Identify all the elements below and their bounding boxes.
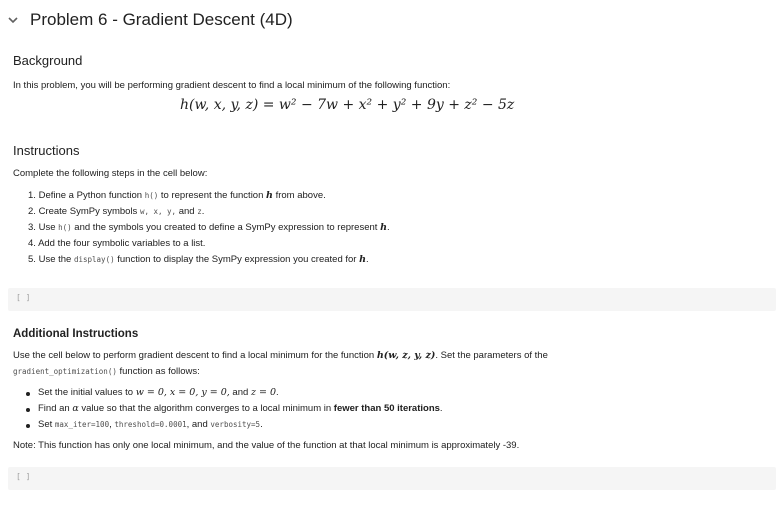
background-intro: In this problem, you will be performing gradient descent to find a local minimum of the following function: xyxy=(13,80,451,91)
cell-execution-count[interactable]: [ ] xyxy=(16,472,31,481)
function-equation: h(w, x, y, z) = w² − 7w + x² + y² + 9y + z² − 5z xyxy=(180,97,515,113)
code-cell-2[interactable] xyxy=(8,467,776,490)
step-1: 1. Define a Python function h() to represent the function h from above. xyxy=(28,190,326,201)
bullet-dot xyxy=(26,424,30,428)
bullet-3: Set max_iter=100, threshold=0.0001, and verbosity=5. xyxy=(38,419,263,430)
step-4: 4. Add the four symbolic variables to a list. xyxy=(28,238,206,249)
bullet-2: Find an α value so that the algorithm converges to a local minimum in fewer than 50 iterations. xyxy=(38,403,443,414)
code-cell-1[interactable] xyxy=(8,288,776,311)
step-2: 2. Create SymPy symbols w, x, y, and z. xyxy=(28,206,205,217)
instructions-intro: Complete the following steps in the cell below: xyxy=(13,168,208,179)
cell-execution-count[interactable]: [ ] xyxy=(16,293,31,302)
additional-line-2: gradient_optimization() function as follows: xyxy=(13,366,200,377)
bullet-dot xyxy=(26,392,30,396)
bullet-dot xyxy=(26,408,30,412)
note-text: Note: This function has only one local minimum, and the value of the function at that local minimum is approximately -39. xyxy=(13,440,520,451)
section-title: Problem 6 - Gradient Descent (4D) xyxy=(30,10,293,29)
bullet-1: Set the initial values to w = 0, x = 0, y = 0, and z = 0. xyxy=(38,387,279,398)
chevron-down-icon[interactable] xyxy=(7,14,19,26)
additional-line-1: Use the cell below to perform gradient descent to find a local minimum for the function h(w, z, y, z). Set the parameters of the xyxy=(13,350,548,361)
step-3: 3. Use h() and the symbols you created to define a SymPy expression to represent h. xyxy=(28,222,390,233)
step-5: 5. Use the display() function to display the SymPy expression you created for h. xyxy=(28,254,369,265)
instructions-heading: Instructions xyxy=(13,143,80,158)
background-heading: Background xyxy=(13,53,83,68)
additional-heading: Additional Instructions xyxy=(13,328,139,340)
